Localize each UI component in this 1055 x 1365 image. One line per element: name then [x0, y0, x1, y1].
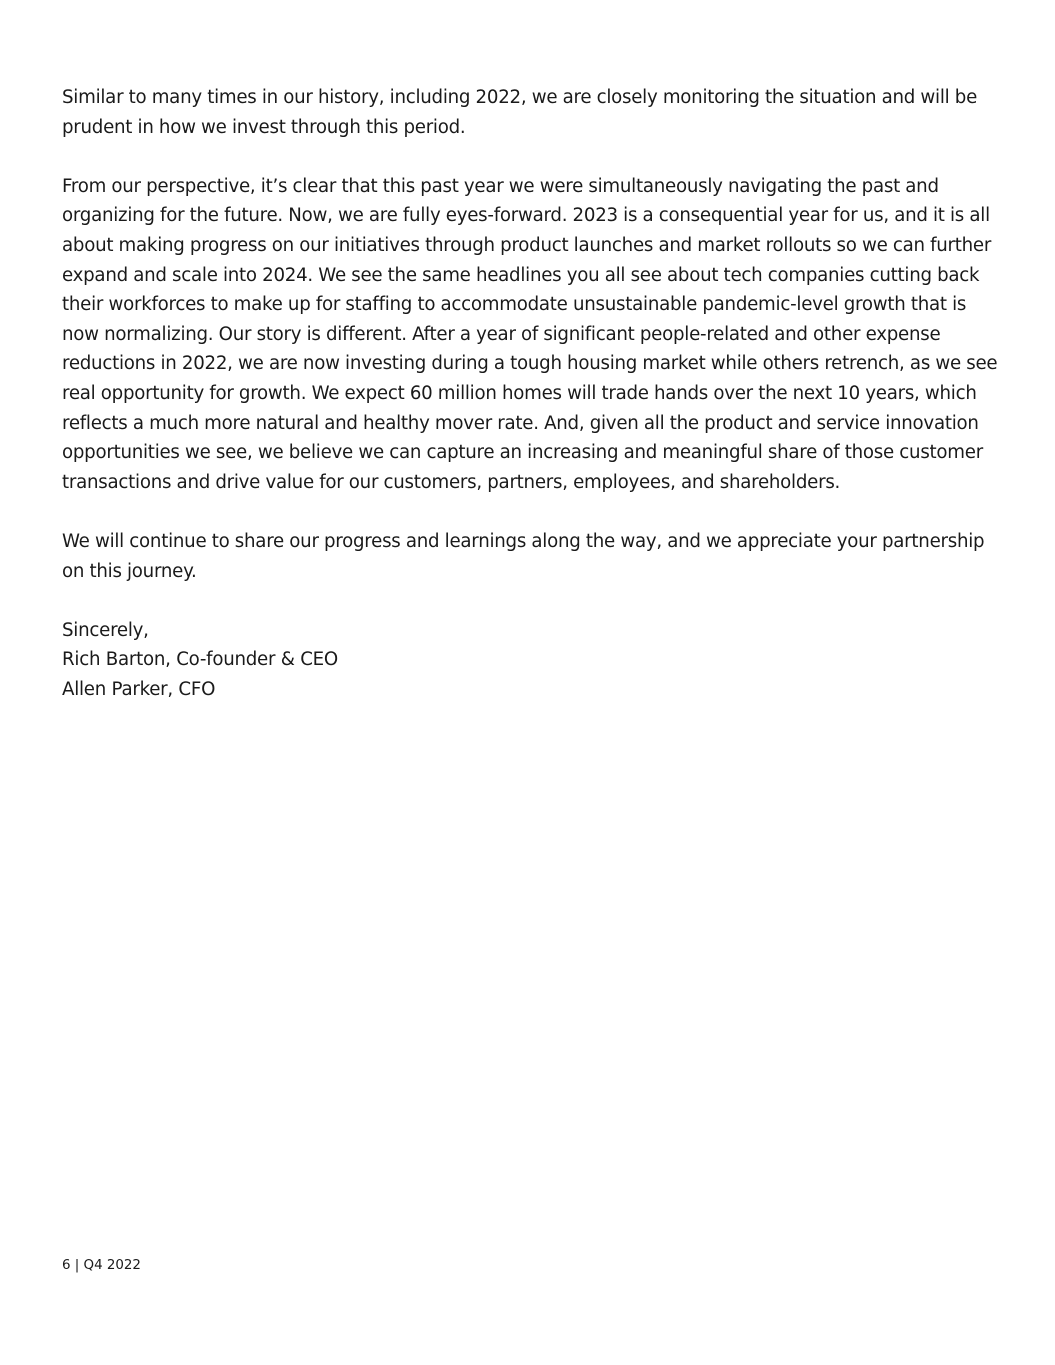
signature-block [62, 616, 1007, 705]
letter-body [62, 83, 1007, 704]
paragraph-partnership: We will continue to share our progress and learnings along the way, and we appreciate your partnership on this journey. [62, 530, 985, 582]
paragraph-monitoring: Similar to many times in our history, including 2022, we are closely monitoring the situation and will be prudent in how we invest through this period. [62, 87, 978, 138]
closing-text: Sincerely, [62, 619, 149, 641]
paragraph-perspective: From our perspective, it’s clear that this past year we were simultaneously navigating the past and organizing for the future. Now, we are fully eyes-forward. 2023 is a consequential year for us, and it is all about making progress on our initiatives through product launches and market rollouts so we can further expand and scale into 2024. We see the same headlines you all see about tech companies cutting back their workforces to make up for staffing to accommodate unsustainable pandemic-level growth that is now normalizing. Our story is different. After a year of significant people-related and other expense reductions in 2022, we are now investing during a tough housing market while others retrench, as we see real opportunity for growth. We expect 60 million homes will trade hands over the next 10 years, which reflects a much more natural and healthy mover rate. And, given all the product and service innovation opportunities we see, we believe we can capture an increasing and meaningful share of those customer transactions and drive value for our customers, partners, employees, and shareholders. [62, 175, 998, 493]
page-footer: 6 | Q4 2022 [62, 1258, 141, 1273]
signer-cfo: Allen Parker, CFO [62, 678, 216, 700]
signer-ceo: Rich Barton, Co-founder & CEO [62, 649, 338, 671]
